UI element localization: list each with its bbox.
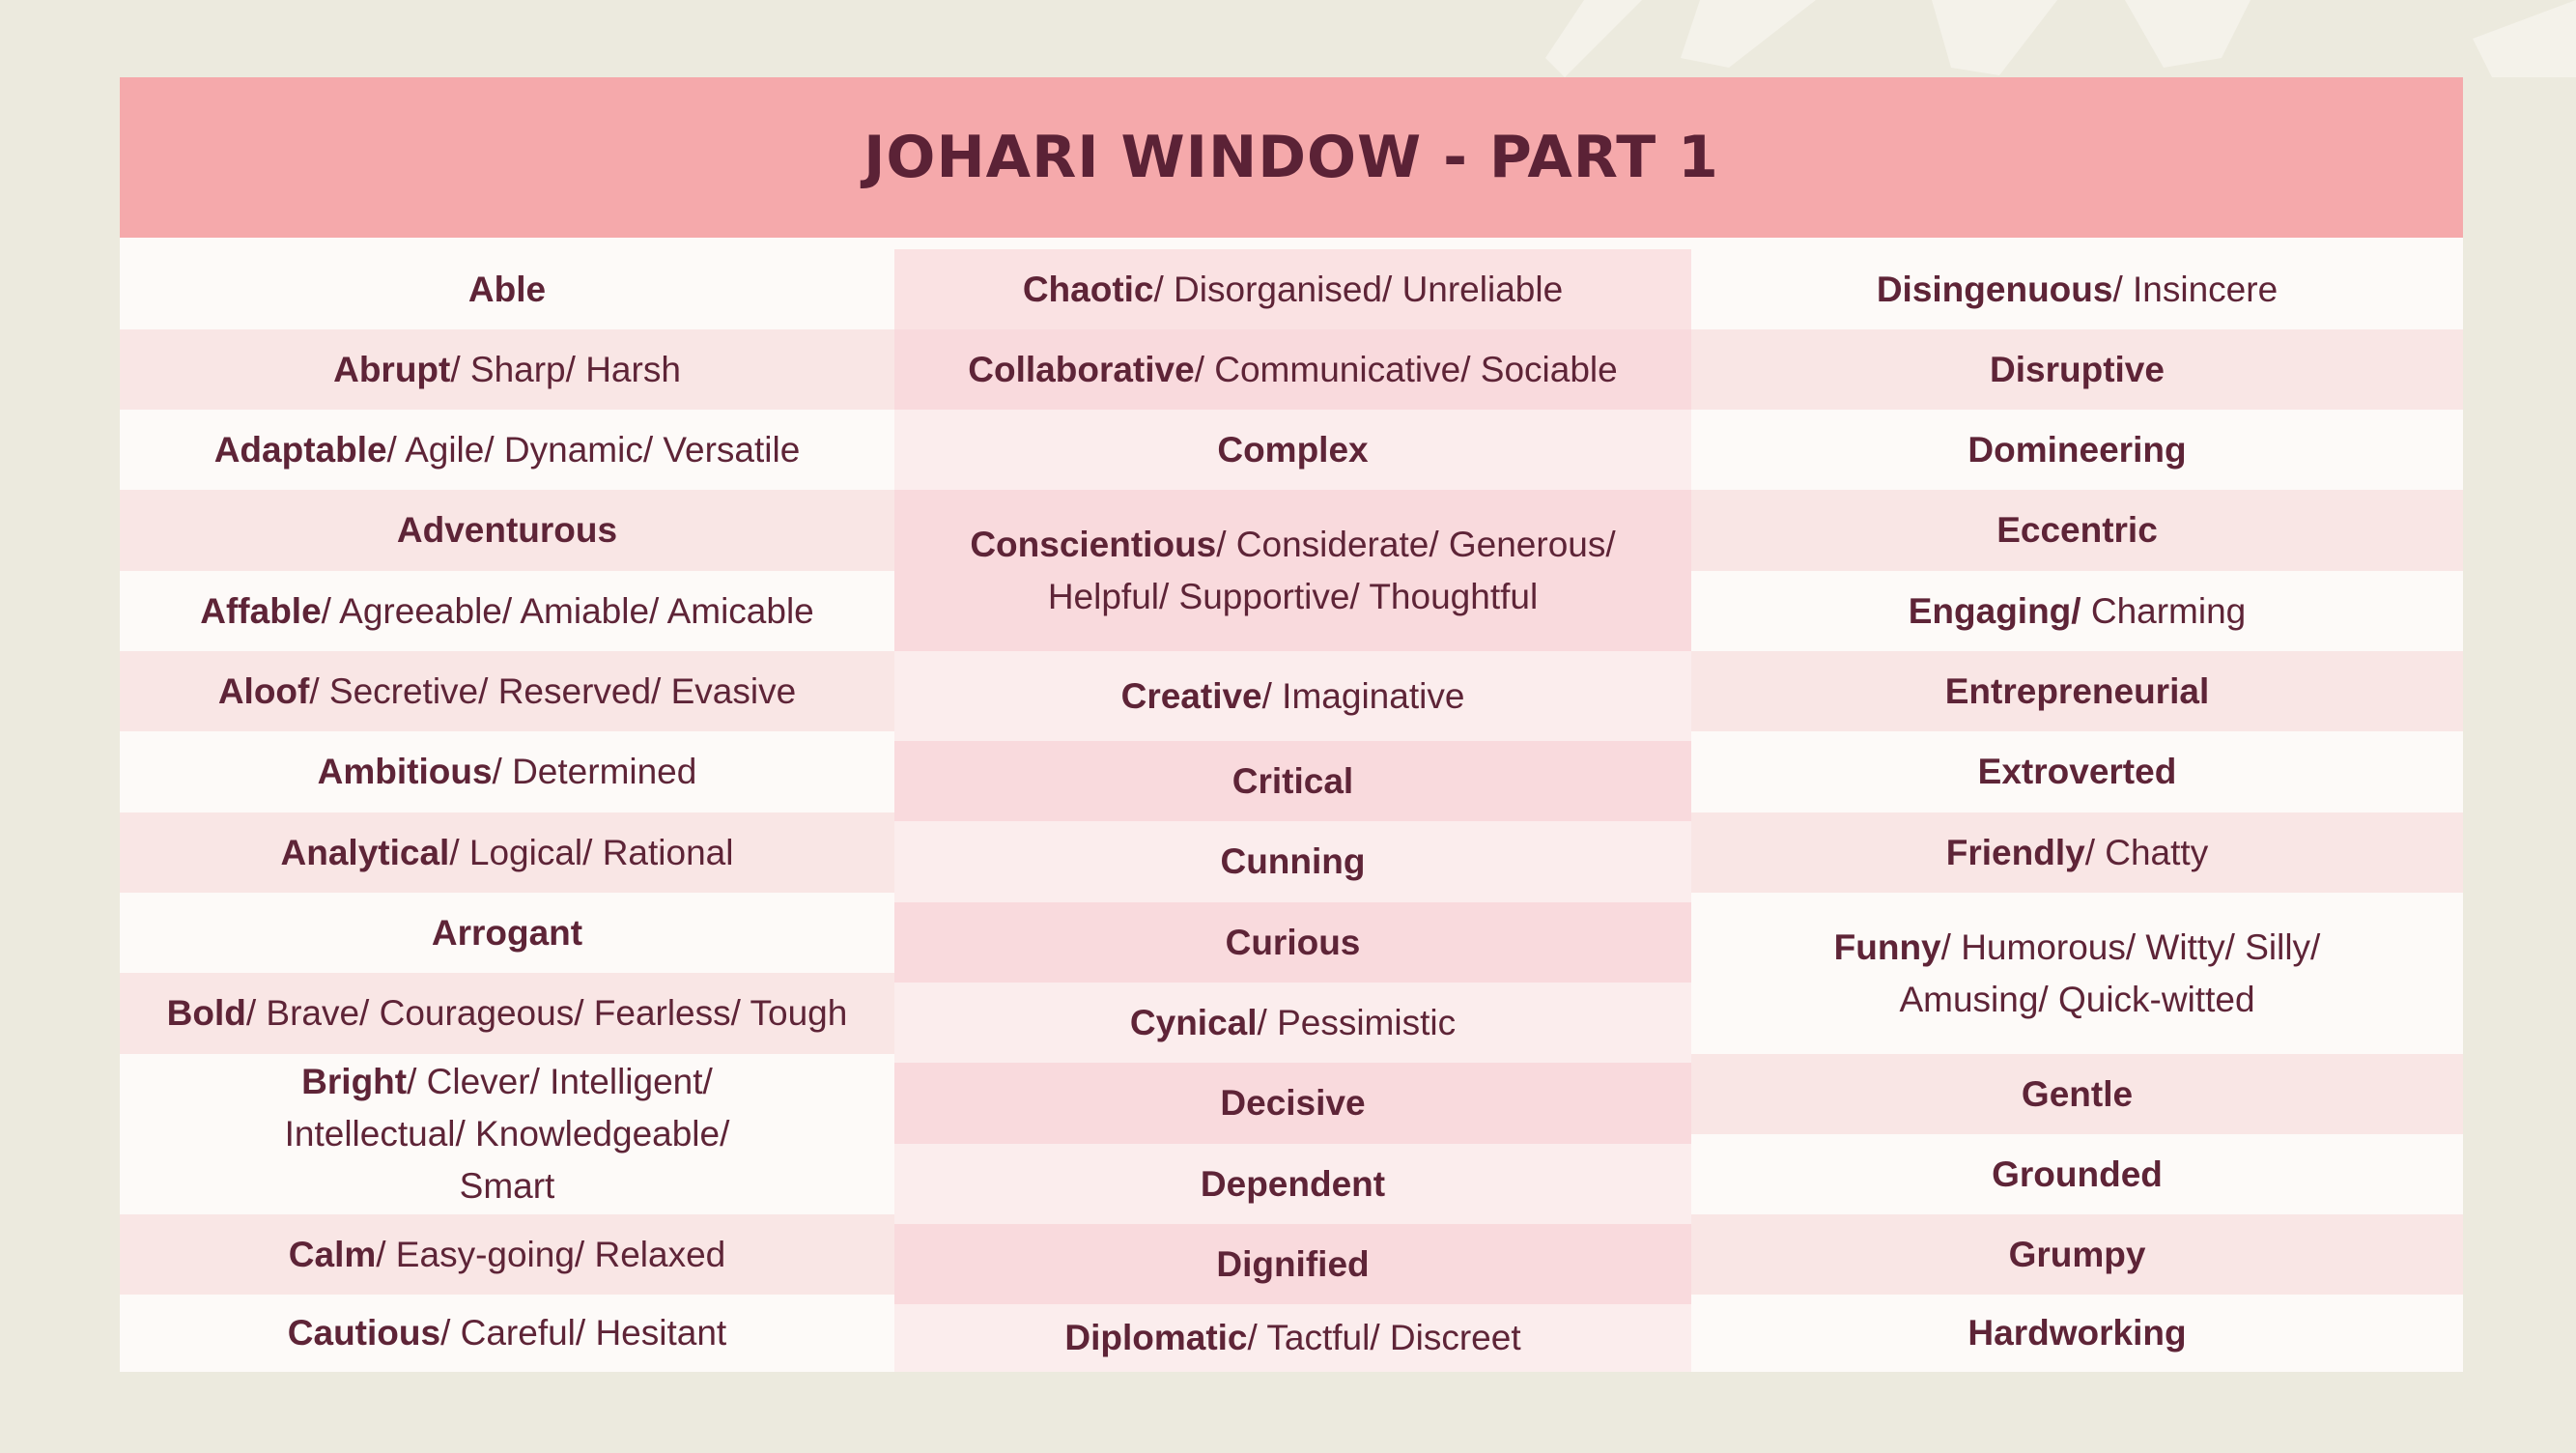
table-cell: Diplomatic/ Tactful/ Discreet (894, 1304, 1691, 1372)
page-title: JOHARI WINDOW - PART 1 (863, 124, 1719, 191)
column-2 (894, 249, 1691, 1372)
johari-table (120, 77, 2463, 1372)
table-cell: Able (120, 249, 894, 329)
table-cell: Dependent (894, 1144, 1691, 1224)
table-cell: Bold/ Brave/ Courageous/ Fearless/ Tough (120, 973, 894, 1054)
table-cell: Affable/ Agreeable/ Amiable/ Amicable (120, 571, 894, 651)
table-cell: Funny/ Humorous/ Witty/ Silly/ Amusing/ Quick-witted (1691, 893, 2463, 1054)
title-bar (120, 77, 2463, 238)
table-cell: Ambitious/ Determined (120, 731, 894, 812)
table-cell: Collaborative/ Communicative/ Sociable (894, 329, 1691, 410)
table-cell: Eccentric (1691, 490, 2463, 571)
table-cell: Arrogant (120, 893, 894, 973)
table-cell: Calm/ Easy-going/ Relaxed (120, 1214, 894, 1295)
table-cell: Cynical/ Pessimistic (894, 983, 1691, 1063)
table-cell: Curious (894, 902, 1691, 983)
table-cell: Entrepreneurial (1691, 651, 2463, 731)
table-cell: Aloof/ Secretive/ Reserved/ Evasive (120, 651, 894, 731)
table-cell: Adaptable/ Agile/ Dynamic/ Versatile (120, 410, 894, 490)
table-cell: Gentle (1691, 1054, 2463, 1134)
table-cell: Friendly/ Chatty (1691, 812, 2463, 893)
table-cell: Engaging/ Charming (1691, 571, 2463, 651)
table-cell: Dignified (894, 1224, 1691, 1304)
table-cell: Cunning (894, 821, 1691, 902)
table-cell: Disingenuous/ Insincere (1691, 249, 2463, 329)
table-cell: Complex (894, 410, 1691, 490)
table-cell: Adventurous (120, 490, 894, 571)
table-cell: Disruptive (1691, 329, 2463, 410)
table-cell: Conscientious/ Considerate/ Generous/ Helpful/ Supportive/ Thoughtful (894, 490, 1691, 651)
column-1 (120, 249, 894, 1372)
column-3 (1691, 249, 2463, 1372)
table-cell: Grumpy (1691, 1214, 2463, 1295)
table-cell: Cautious/ Careful/ Hesitant (120, 1295, 894, 1372)
table-cell: Abrupt/ Sharp/ Harsh (120, 329, 894, 410)
table-cell: Bright/ Clever/ Intelligent/ Intellectual/ Knowledgeable/ Smart (120, 1054, 894, 1214)
table-cell: Domineering (1691, 410, 2463, 490)
table-cell: Decisive (894, 1063, 1691, 1144)
table-cell: Chaotic/ Disorganised/ Unreliable (894, 249, 1691, 329)
table-cell: Hardworking (1691, 1295, 2463, 1372)
table-cell: Grounded (1691, 1134, 2463, 1214)
table-cell: Extroverted (1691, 731, 2463, 812)
table-cell: Analytical/ Logical/ Rational (120, 812, 894, 893)
table-cell: Critical (894, 741, 1691, 821)
table-cell: Creative/ Imaginative (894, 651, 1691, 741)
